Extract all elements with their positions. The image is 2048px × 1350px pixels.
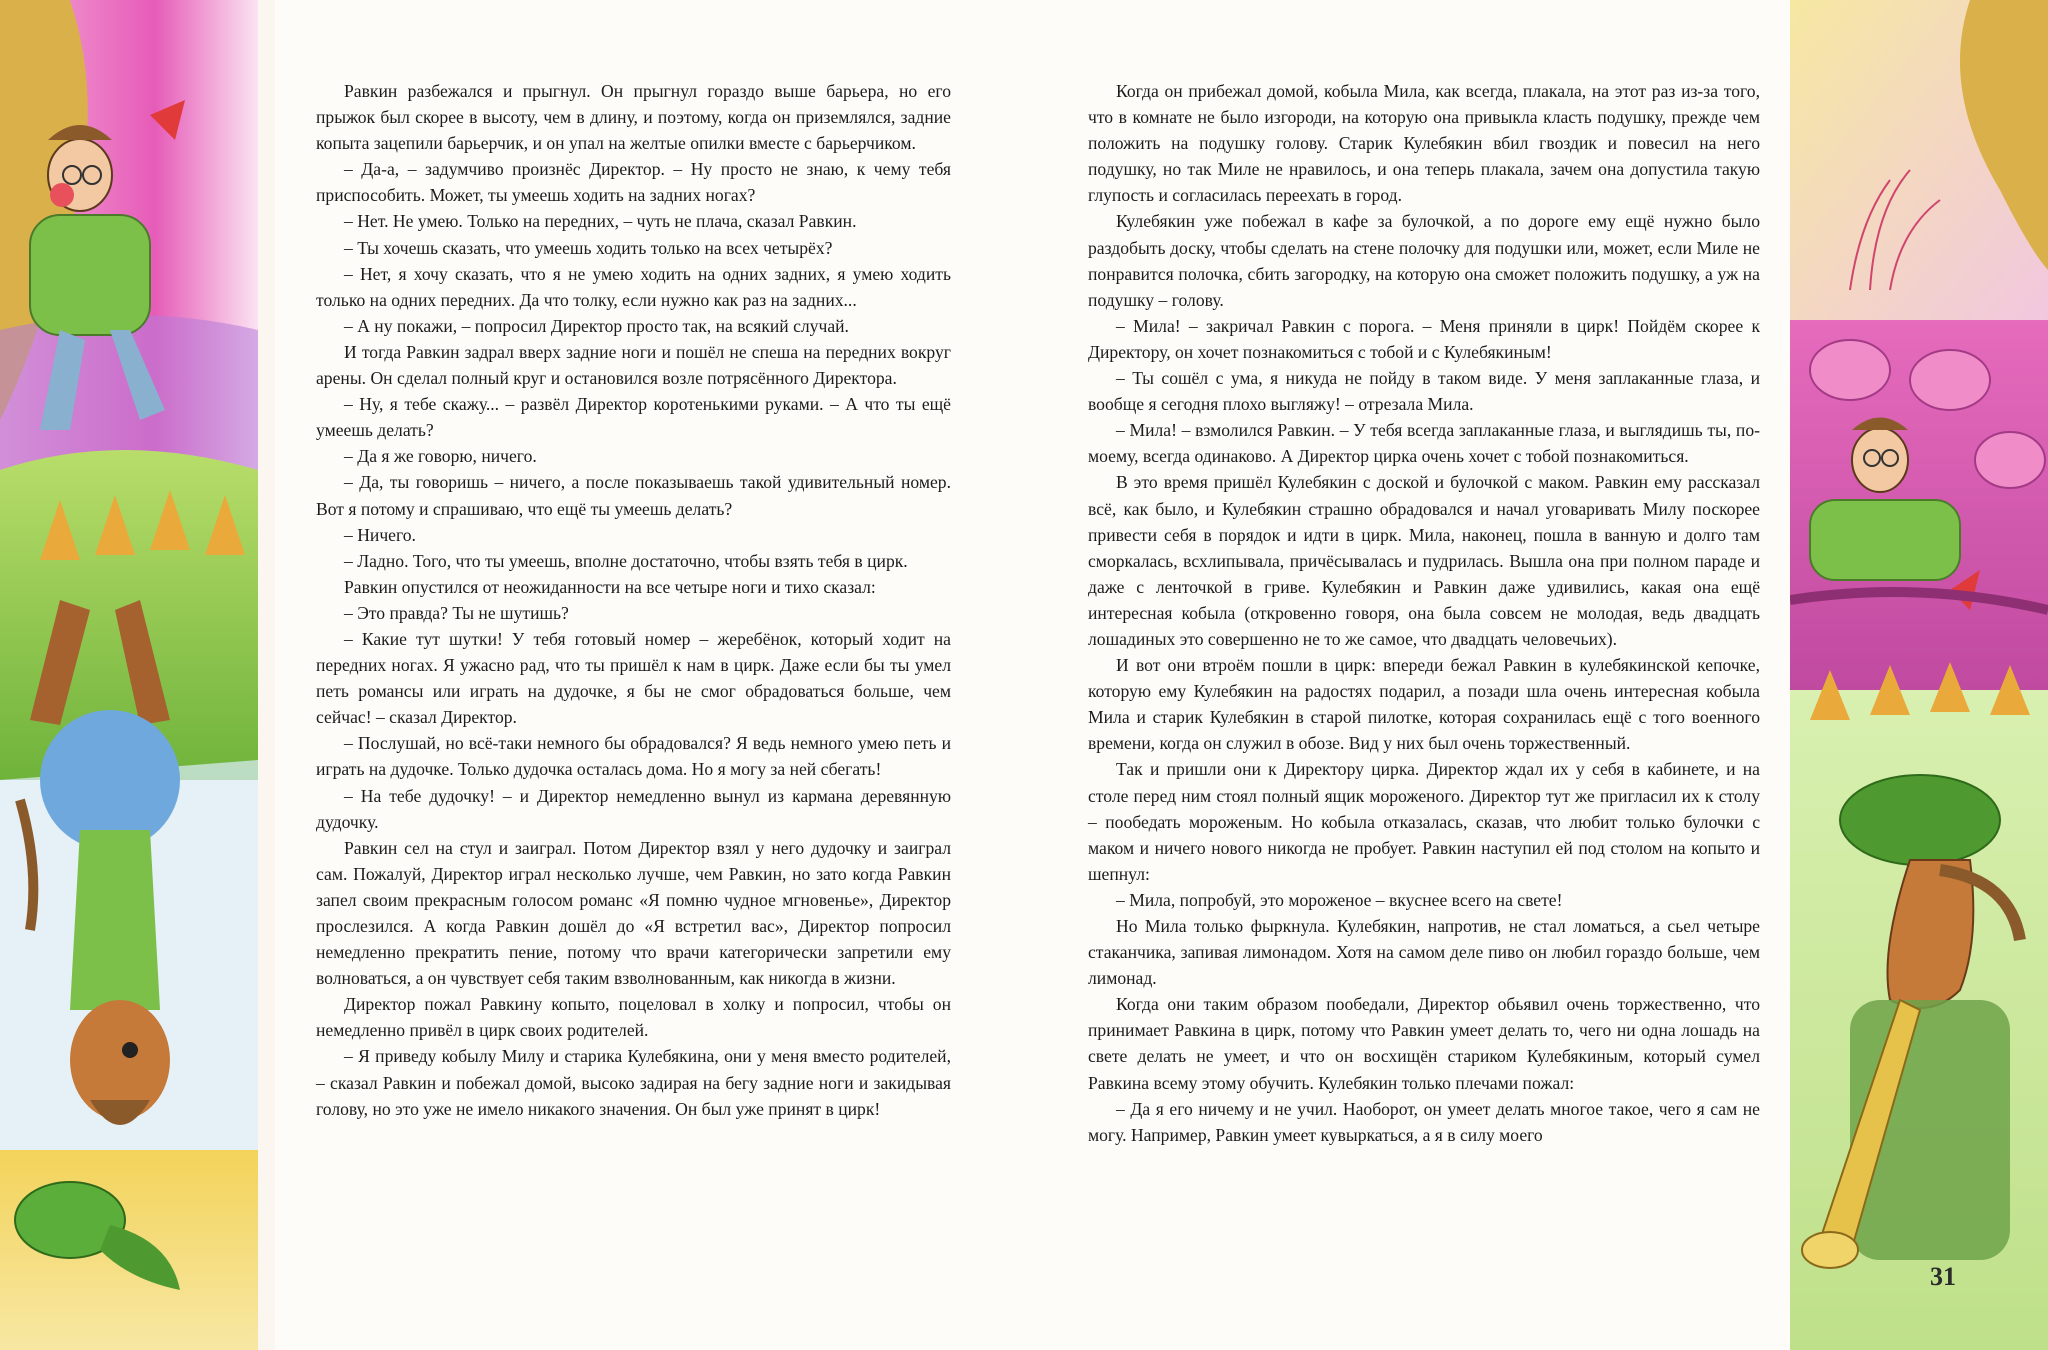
paragraph: Когда они таким образом пообедали, Директор обьявил очень торжественно, что принимает Равкина в цирк, потому что Равкин умеет делать то, чего ни одна лошадь на свете делать не умеет, и что он восхищён стариком Кулебякиным, который сумел Равкина всему этому обучить. Кулебякин только плечами пожал: xyxy=(1088,994,1760,1093)
paragraph: Кулебякин уже побежал в кафе за булочкой, а по дороге ему ещё нужно было раздобыть доску, чтобы сделать на стене полочку для подушки или, может, если Миле не понравится полочка, сбить загородку, на которую она сможет положить подушку, а уж на подушку – голову. xyxy=(1088,211,1760,310)
paragraph: – Да я же говорю, ничего. xyxy=(344,446,537,467)
paragraph: Равкин разбежался и прыгнул. Он прыгнул гораздо выше барьера, но его прыжок был скорее в высоту, чем в длину, и поэтому, когда он приземлялся, задние копыта зацепили барьерчик, и он упал на желтые опилки вместе с барьерчиком. xyxy=(316,81,951,154)
paragraph: – Какие тут шутки! У тебя готовый номер – жеребёнок, который ходит на передних ногах. Я ужасно рад, что ты пришёл к нам в цирк. Даже если бы ты умел петь романсы или играть на дудочке, я бы не смог обрадоваться больше, чем сейчас! – сказал Директор. xyxy=(316,628,951,728)
paragraph: – Мила! – взмолился Равкин. – У тебя всегда заплаканные глаза, и выглядишь ты, по-моему, всегда одинаково. А Директор цирка очень хочет с тобой познакомиться. xyxy=(1088,420,1760,467)
paragraph: Когда он прибежал домой, кобыла Мила, как всегда, плакала, на этот раз из-за того, что в комнате не было изгороди, на которую она привыкла класть подушку, прежде чем положить на подушку голову. Старик Кулебякин вбил гвоздик и повесил на него подушку, но так Миле не нравилось, и она теперь плакала, зачем она допустила такую глупость и согласилась переехать в город. xyxy=(1088,81,1760,206)
left-illustration-art xyxy=(0,0,275,1350)
paragraph: – Мила, попробуй, это мороженое – вкуснее всего на свете! xyxy=(1116,889,1563,910)
paragraph: – Ну, я тебе скажу... – развёл Директор коротенькими руками. – А что ты ещё умеешь делать? xyxy=(316,394,951,441)
right-illustration-art xyxy=(1790,0,2048,1350)
paragraph: – Ладно. Того, что ты умеешь, вполне достаточно, чтобы взять тебя в цирк. xyxy=(344,550,908,571)
right-text-column xyxy=(1088,78,1760,1148)
paragraph: Равкин сел на стул и заиграл. Потом Директор взял у него дудочку и заиграл сам. Пожалуй, Директор играл несколько лучше, чем Равкин, но зато когда Равкин запел своим прекрасным голосом романс «Я помню чудное мгновенье», Директор прослезился. А когда Равкин дошёл до «Я встретил вас», Директор попросил немедленно прекратить пение, потому что врачи категорически запретили ему волноваться, а он чувствует себя таким взволнованным, как никогда в жизни. xyxy=(316,837,951,989)
paragraph: Равкин опустился от неожиданности на все четыре ноги и тихо сказал: xyxy=(344,576,876,597)
paragraph: Но Мила только фыркнула. Кулебякин, напротив, не стал ломаться, а сьел четыре стаканчика, запивая лимонадом. Хотя на самом деле пиво он любил гораздо больше, чем лимонад. xyxy=(1088,916,1760,989)
paragraph: – Да я его ничему и не учил. Наоборот, он умеет делать многое такое, чего я сам не могу. Например, Равкин умеет кувыркаться, а я в силу моего xyxy=(1088,1098,1760,1145)
paragraph: – Нет. Не умею. Только на передних, – чуть не плача, сказал Равкин. xyxy=(344,211,857,232)
paragraph: – Ты хочешь сказать, что умеешь ходить только на всех четырёх? xyxy=(344,237,833,258)
paragraph: – Послушай, но всё-таки немного бы обрадовался? Я ведь немного умею петь и играть на дудочке. Только дудочка осталась дома. Но я могу за ней сбегать! xyxy=(316,733,951,780)
paragraph: И тогда Равкин задрал вверх задние ноги и пошёл не спеша на передних вокруг арены. Он сделал полный круг и остановился возле потрясённого Директора. xyxy=(316,341,951,389)
left-illustration xyxy=(0,0,275,1350)
page-number: 31 xyxy=(1930,1262,1956,1291)
right-illustration xyxy=(1790,0,2048,1350)
paragraph: – Нет, я хочу сказать, что я не умею ходить на одних задних, я умею ходить только на одних передних. Да что толку, если нужно как раз на задних... xyxy=(316,263,951,310)
paragraph: – Ты сошёл с ума, я никуда не пойду в таком виде. У меня заплаканные глаза, и вообще я сегодня плохо выгляжу! – отрезала Мила. xyxy=(1088,368,1760,415)
paragraph: – Я приведу кобылу Милу и старика Кулебякина, они у меня вместо родителей, – сказал Равкин и побежал домой, высоко задирая на бегу задние ноги и закидывая голову, но это уже не имело никакого значения. Он был уже принят в цирк! xyxy=(316,1046,951,1119)
paragraph: В это время пришёл Кулебякин с доской и булочкой с маком. Равкин ему рассказал всё, как было, и Кулебякин страшно обрадовался и начал уговаривать Милу поскорее привести себя в порядок и идти в цирк. Мила, наконец, пошла в ванную и долго там сморкалась, всхлипывала, причёсывалась и пудрилась. Вышла она при полном параде и даже с ленточкой в гриве. Кулебякин и Равкин даже удивились, какая она ещё интересная кобыла (откровенно говоря, она была совсем не молодая, ведь двадцать лошадиных это совершенно не то же самое, что двадцать человечьих). xyxy=(1088,472,1760,649)
paragraph: И вот они втроём пошли в цирк: впереди бежал Равкин в кулебякинской кепочке, которую ему Кулебякин на радостях подарил, а позади шла очень интересная кобыла Мила и старик Кулебякин в старой пилотке, которая сохранилась ещё с того военного времени, когда он служил в обозе. Вид у них был очень торжественный. xyxy=(1088,655,1760,754)
paragraph: – Да, ты говоришь – ничего, а после показываешь такой удивительный номер. Вот я потому и спрашиваю, что ещё ты умеешь делать? xyxy=(316,472,951,519)
paragraph: – Мила! – закричал Равкин с порога. – Меня приняли в цирк! Пойдём скорее к Директору, он хочет познакомиться с тобой и с Кулебякиным! xyxy=(1088,315,1760,362)
paragraph: Так и пришли они к Директору цирка. Директор ждал их у себя в кабинете, и на столе перед ним стоял полный ящик мороженого. Директор тут же пригласил их к столу – пообедать мороженым. Но кобыла отказалась, сказав, что любит только булочки с маком и ничего нового никогда не пробует. Равкин наступил ей под столом на копыто и шепнул: xyxy=(1088,759,1760,884)
paragraph: Директор пожал Равкину копыто, поцеловал в холку и попросил, чтобы он немедленно привёл в цирк своих родителей. xyxy=(316,994,951,1041)
paragraph: – На тебе дудочку! – и Директор немедленно вынул из кармана деревянную дудочку. xyxy=(316,785,951,832)
paragraph: – Ничего. xyxy=(344,524,416,545)
paragraph: – Это правда? Ты не шутишь? xyxy=(344,602,569,623)
paragraph: – Да-а, – задумчиво произнёс Директор. – Ну просто не знаю, к чему тебя приспособить. Может, ты умеешь ходить на задних ногах? xyxy=(316,159,951,206)
paragraph: – А ну покажи, – попросил Директор просто так, на всякий случай. xyxy=(344,315,849,336)
left-text-column xyxy=(316,78,951,1122)
